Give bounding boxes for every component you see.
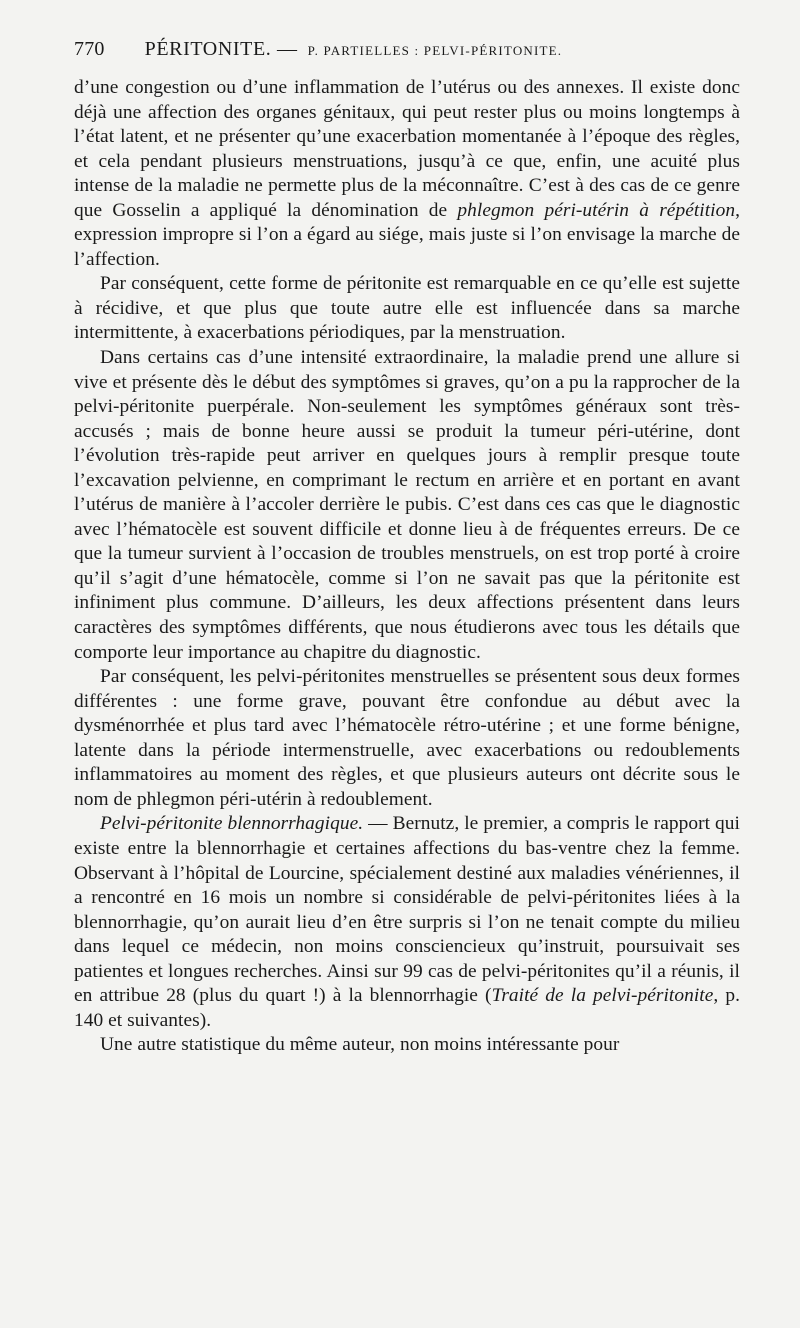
italic-text: Traité de la pelvi-péritonite: [491, 985, 714, 1007]
paragraph: [74, 346, 740, 665]
italic-text: phlegmon péri-utérin à répétition: [457, 199, 736, 221]
running-title: PÉRITONITE. —: [144, 38, 298, 60]
running-subtitle: P. PARTIELLES : PELVI-PÉRITONITE.: [307, 43, 563, 58]
running-header: [74, 38, 740, 76]
page-number: 770: [74, 38, 105, 60]
text-run: — Bernutz, le premier, a compris le rapport qui existe entre la blennorrhagie et certaines affections du bas-ventre chez la femme. Observant à l’hôpital de Lourcine, spécialement destiné aux maladies vénériennes, il a rencontré en 16 mois un nombre si considérable de pelvi-péritonites liées à la blennorrhagie, qu’on aurait lieu d’en être surpris si l’on ne tenait compte du milieu dans lequel ce médecin, non moins consciencieux qu’instruit, poursuivait ses patientes et longues recherches. Ainsi sur 99 cas de pelvi-péritonites qu’il a réunis, il en attribue 28 (plus du quart !) à la blennorrhagie (: [74, 813, 740, 1007]
text-run: , p. 140 et suivantes).: [74, 985, 740, 1031]
document-page: [74, 38, 740, 1058]
body-text: [74, 76, 740, 1058]
paragraph: [74, 812, 740, 1033]
text-run: Par conséquent, les pelvi-péritonites menstruelles se présentent sous deux formes différentes : une forme grave, pouvant être confondue au début avec la dysménorrhée et plus tard avec l’hématocèle rétro-utérine ; et une forme bénigne, latente dans la période intermenstruelle, avec exacerbations ou redoublements inflammatoires au moment des règles, et que plusieurs auteurs ont décrite sous le nom de phlegmon péri-utérin à redoublement.: [74, 666, 740, 810]
italic-text: Pelvi-péritonite blennorrhagique.: [100, 813, 364, 835]
text-run: , expression impropre si l’on a égard au siége, mais juste si l’on envisage la marche de l’affection.: [74, 199, 740, 270]
paragraph: [74, 665, 740, 812]
paragraph: [74, 1033, 740, 1058]
paragraph: [74, 76, 740, 272]
text-run: Par conséquent, cette forme de péritonite est remarquable en ce qu’elle est sujette à récidive, et que plus que toute autre elle est influencée dans sa marche intermittente, à exacerbations périodiques, par la menstruation.: [74, 273, 740, 344]
paragraph: [74, 272, 740, 346]
text-run: Dans certains cas d’une intensité extraordinaire, la maladie prend une allure si vive et présente dès le début des symptômes si graves, qu’on a pu la rapprocher de la pelvi-péritonite puerpérale. Non-seulement les symptômes généraux sont très-accusés ; mais de bonne heure aussi se produit la tumeur péri-utérine, dont l’évolution très-rapide peut arriver en quelques jours à remplir presque toute l’excavation pelvienne, en comprimant le rectum en arrière et en portant en avant l’utérus de manière à l’accoler derrière le pubis. C’est dans ces cas que le diagnostic avec l’hématocèle est souvent difficile et donne lieu à de fréquentes erreurs. De ce que la tumeur survient à l’occasion de troubles menstruels, on est trop porté à croire qu’il s’agit d’une hématocèle, comme si l’on ne savait pas que la péritonite est infiniment plus commune. D’ailleurs, les deux affections présentent dans leurs caractères des symptômes différents, que nous étudierons avec tous les détails que comporte leur importance au chapitre du diagnostic.: [74, 347, 740, 663]
text-run: d’une congestion ou d’une inflammation de l’utérus ou des annexes. Il existe donc déjà une affection des organes génitaux, qui peut rester plus ou moins longtemps à l’état latent, et ne présenter qu’une exacerbation momentanée à l’époque des règles, et cela pendant plusieurs menstruations, jusqu’à ce que, enfin, une acuité plus intense de la maladie ne permette plus de la méconnaître. C’est à des cas de ce genre que Gosselin a appliqué la dénomination de: [74, 77, 740, 221]
text-run: Une autre statistique du même auteur, non moins intéressante pour: [100, 1034, 620, 1056]
